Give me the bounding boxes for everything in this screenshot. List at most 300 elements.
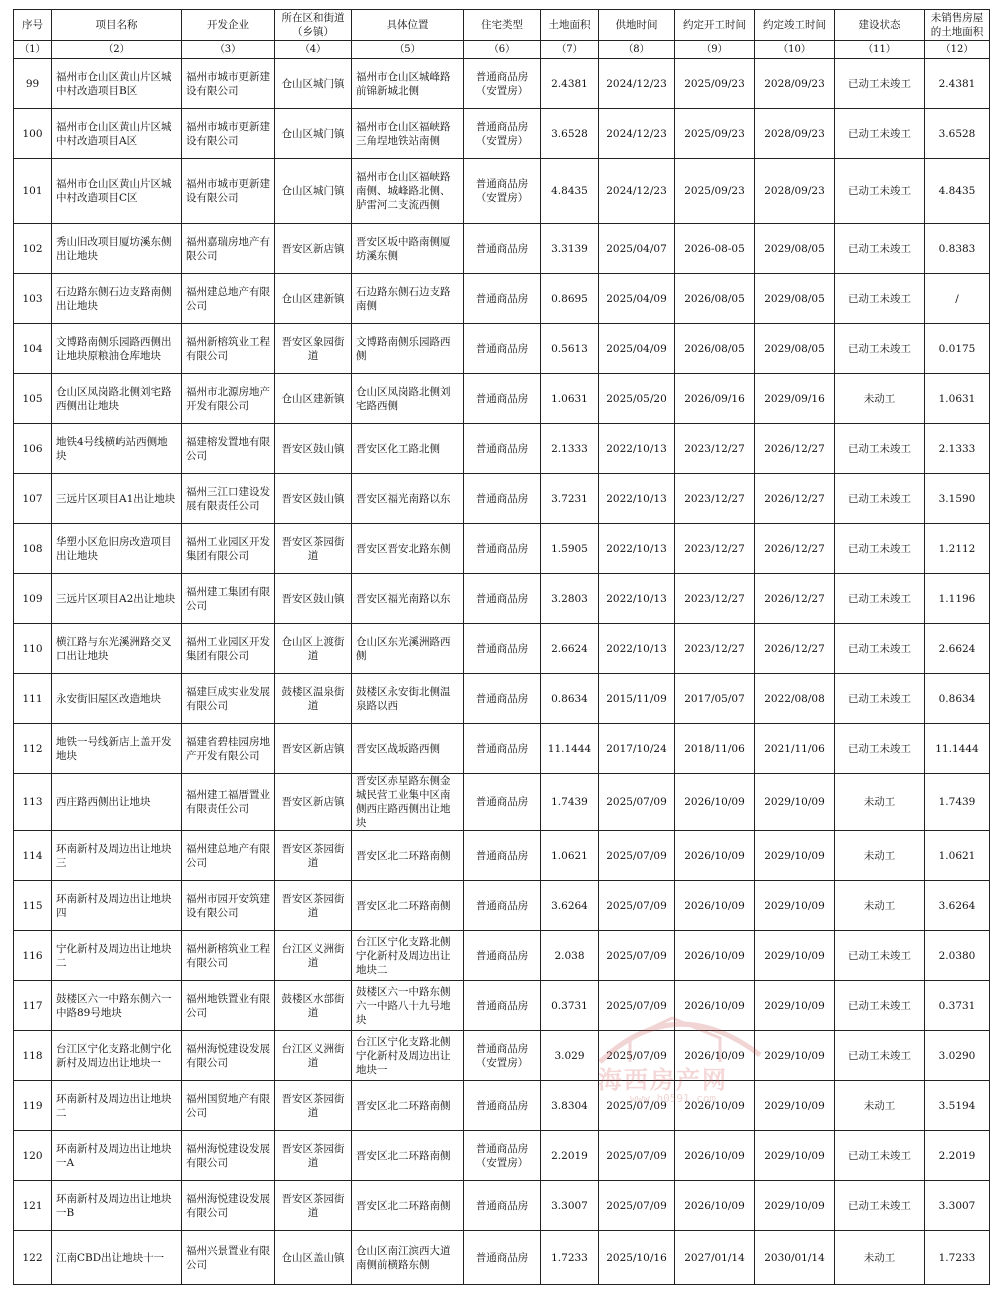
cell-developer: 福州工业园区开发集团有限公司 xyxy=(182,524,275,574)
table-row xyxy=(14,324,990,374)
cell-developer: 福州市城市更新建设有限公司 xyxy=(182,109,275,159)
col-header-status: 建设状态 xyxy=(835,10,925,41)
table-row xyxy=(14,674,990,724)
cell-seq: 106 xyxy=(14,424,52,474)
cell-district: 晋安区新店镇 xyxy=(275,724,352,774)
cell-project-name: 地铁一号线新店上盖开发地块 xyxy=(52,724,182,774)
table-row xyxy=(14,374,990,424)
cell-housing-type: 普通商品房（安置房） xyxy=(464,1131,541,1181)
cell-location: 福州市仓山区城峰路前锦新城北侧 xyxy=(352,59,464,109)
cell-supply-date: 2025/07/09 xyxy=(599,981,675,1031)
cell-unsold-area: 3.6264 xyxy=(925,881,990,931)
cell-location: 晋安区福光南路以东 xyxy=(352,474,464,524)
cell-start-date: 2025/09/23 xyxy=(675,159,755,224)
cell-district: 晋安区茶园街道 xyxy=(275,831,352,881)
cell-completion-date: 2029/08/05 xyxy=(755,324,835,374)
cell-developer: 福州市北源房地产开发有限公司 xyxy=(182,374,275,424)
cell-district: 台江区义洲街道 xyxy=(275,1031,352,1081)
cell-seq: 109 xyxy=(14,574,52,624)
table-row xyxy=(14,574,990,624)
cell-start-date: 2026/08/05 xyxy=(675,324,755,374)
cell-land-area: 3.029 xyxy=(541,1031,599,1081)
cell-start-date: 2023/12/27 xyxy=(675,474,755,524)
cell-unsold-area: 4.8435 xyxy=(925,159,990,224)
table-row xyxy=(14,1031,990,1081)
cell-developer: 福州建工集团有限公司 xyxy=(182,574,275,624)
cell-seq: 99 xyxy=(14,59,52,109)
cell-unsold-area: 3.1590 xyxy=(925,474,990,524)
table-row xyxy=(14,831,990,881)
cell-seq: 115 xyxy=(14,881,52,931)
cell-housing-type: 普通商品房 xyxy=(464,831,541,881)
cell-status: 已动工未竣工 xyxy=(835,981,925,1031)
cell-completion-date: 2026/12/27 xyxy=(755,424,835,474)
cell-location: 仓山区南江滨西大道南侧前横路东侧 xyxy=(352,1231,464,1285)
cell-project-name: 台江区宁化支路北侧宁化新村及周边出让地块一 xyxy=(52,1031,182,1081)
col-number: （9） xyxy=(675,41,755,59)
cell-project-name: 环南新村及周边出让地块一A xyxy=(52,1131,182,1181)
cell-seq: 112 xyxy=(14,724,52,774)
cell-unsold-area: 0.3731 xyxy=(925,981,990,1031)
cell-seq: 110 xyxy=(14,624,52,674)
cell-unsold-area: 0.8383 xyxy=(925,224,990,274)
cell-district: 晋安区新店镇 xyxy=(275,774,352,831)
cell-developer: 福州新榕筑业工程有限公司 xyxy=(182,931,275,981)
cell-land-area: 2.6624 xyxy=(541,624,599,674)
cell-housing-type: 普通商品房（安置房） xyxy=(464,109,541,159)
cell-status: 已动工未竣工 xyxy=(835,1181,925,1231)
cell-status: 未动工 xyxy=(835,374,925,424)
cell-status: 已动工未竣工 xyxy=(835,159,925,224)
cell-developer: 福建榕发置地有限公司 xyxy=(182,424,275,474)
cell-completion-date: 2029/08/05 xyxy=(755,274,835,324)
cell-seq: 120 xyxy=(14,1131,52,1181)
cell-location: 晋安区赤星路东侧金城民营工业集中区南侧西庄路西侧出让地块 xyxy=(352,774,464,831)
cell-unsold-area: 1.2112 xyxy=(925,524,990,574)
cell-housing-type: 普通商品房 xyxy=(464,574,541,624)
cell-developer: 福州建工福厝置业有限责任公司 xyxy=(182,774,275,831)
cell-developer: 福州国贸地产有限公司 xyxy=(182,1081,275,1131)
cell-land-area: 3.8304 xyxy=(541,1081,599,1131)
cell-supply-date: 2025/07/09 xyxy=(599,1131,675,1181)
cell-completion-date: 2029/09/16 xyxy=(755,374,835,424)
cell-completion-date: 2030/01/14 xyxy=(755,1231,835,1285)
cell-district: 晋安区茶园街道 xyxy=(275,1181,352,1231)
col-header-seq: 序号 xyxy=(14,10,52,41)
watermark-url: www.h0591.com xyxy=(630,1092,717,1105)
cell-supply-date: 2025/07/09 xyxy=(599,1031,675,1081)
cell-land-area: 3.6264 xyxy=(541,881,599,931)
cell-land-area: 1.0631 xyxy=(541,374,599,424)
cell-unsold-area: 1.0631 xyxy=(925,374,990,424)
cell-seq: 117 xyxy=(14,981,52,1031)
cell-developer: 福州海悦建设发展有限公司 xyxy=(182,1131,275,1181)
cell-supply-date: 2025/07/09 xyxy=(599,831,675,881)
cell-developer: 福建省碧桂园房地产开发有限公司 xyxy=(182,724,275,774)
cell-housing-type: 普通商品房（安置房） xyxy=(464,159,541,224)
col-number: （4） xyxy=(275,41,352,59)
cell-district: 仓山区城门镇 xyxy=(275,59,352,109)
cell-completion-date: 2021/11/06 xyxy=(755,724,835,774)
cell-project-name: 福州市仓山区黄山片区城中村改造项目C区 xyxy=(52,159,182,224)
cell-land-area: 3.3007 xyxy=(541,1181,599,1231)
cell-location: 文博路南侧乐园路西侧 xyxy=(352,324,464,374)
cell-district: 鼓楼区温泉街道 xyxy=(275,674,352,724)
cell-project-name: 文博路南侧乐园路西侧出让地块原粮油仓库地块 xyxy=(52,324,182,374)
cell-developer: 福州地铁置业有限公司 xyxy=(182,981,275,1031)
cell-completion-date: 2029/10/09 xyxy=(755,1081,835,1131)
cell-housing-type: 普通商品房 xyxy=(464,324,541,374)
col-number: （8） xyxy=(599,41,675,59)
cell-land-area: 3.2803 xyxy=(541,574,599,624)
cell-start-date: 2026/10/09 xyxy=(675,1181,755,1231)
cell-location: 晋安区北二环路南侧 xyxy=(352,1131,464,1181)
land-supply-table-sheet xyxy=(13,9,989,1285)
cell-land-area: 1.0621 xyxy=(541,831,599,881)
cell-completion-date: 2028/09/23 xyxy=(755,159,835,224)
table-row xyxy=(14,1181,990,1231)
cell-completion-date: 2029/10/09 xyxy=(755,881,835,931)
cell-supply-date: 2025/07/09 xyxy=(599,1181,675,1231)
cell-land-area: 11.1444 xyxy=(541,724,599,774)
cell-status: 未动工 xyxy=(835,881,925,931)
cell-status: 已动工未竣工 xyxy=(835,724,925,774)
cell-start-date: 2026/10/09 xyxy=(675,1081,755,1131)
cell-land-area: 3.3139 xyxy=(541,224,599,274)
cell-start-date: 2023/12/27 xyxy=(675,624,755,674)
cell-location: 台江区宁化支路北侧宁化新村及周边出让地块二 xyxy=(352,931,464,981)
cell-unsold-area: 2.0380 xyxy=(925,931,990,981)
cell-developer: 福州兴景置业有限公司 xyxy=(182,1231,275,1285)
cell-completion-date: 2026/12/27 xyxy=(755,574,835,624)
cell-land-area: 2.1333 xyxy=(541,424,599,474)
cell-completion-date: 2029/10/09 xyxy=(755,1131,835,1181)
cell-land-area: 0.3731 xyxy=(541,981,599,1031)
cell-district: 仓山区上渡街道 xyxy=(275,624,352,674)
table-row xyxy=(14,424,990,474)
table-row xyxy=(14,524,990,574)
cell-housing-type: 普通商品房 xyxy=(464,881,541,931)
cell-seq: 102 xyxy=(14,224,52,274)
cell-unsold-area: 2.1333 xyxy=(925,424,990,474)
cell-district: 仓山区建新镇 xyxy=(275,374,352,424)
col-number: （3） xyxy=(182,41,275,59)
cell-project-name: 环南新村及周边出让地块一B xyxy=(52,1181,182,1231)
cell-housing-type: 普通商品房 xyxy=(464,931,541,981)
col-header-location: 具体位置 xyxy=(352,10,464,41)
cell-project-name: 横江路与东光溪洲路交叉口出让地块 xyxy=(52,624,182,674)
cell-status: 已动工未竣工 xyxy=(835,109,925,159)
cell-district: 晋安区象园街道 xyxy=(275,324,352,374)
cell-district: 晋安区茶园街道 xyxy=(275,524,352,574)
cell-project-name: 西庄路西侧出让地块 xyxy=(52,774,182,831)
cell-start-date: 2026/09/16 xyxy=(675,374,755,424)
cell-developer: 福州海悦建设发展有限公司 xyxy=(182,1181,275,1231)
cell-status: 已动工未竣工 xyxy=(835,274,925,324)
cell-unsold-area: 0.8634 xyxy=(925,674,990,724)
table-row xyxy=(14,1131,990,1181)
cell-start-date: 2026-08-05 xyxy=(675,224,755,274)
cell-land-area: 1.5905 xyxy=(541,524,599,574)
cell-district: 晋安区新店镇 xyxy=(275,224,352,274)
cell-seq: 105 xyxy=(14,374,52,424)
cell-district: 晋安区鼓山镇 xyxy=(275,424,352,474)
cell-completion-date: 2029/08/05 xyxy=(755,224,835,274)
cell-supply-date: 2025/04/09 xyxy=(599,274,675,324)
cell-developer: 福州工业园区开发集团有限公司 xyxy=(182,624,275,674)
cell-housing-type: 普通商品房 xyxy=(464,224,541,274)
cell-developer: 福州市城市更新建设有限公司 xyxy=(182,59,275,109)
cell-supply-date: 2025/07/09 xyxy=(599,774,675,831)
table-row xyxy=(14,1081,990,1131)
cell-housing-type: 普通商品房 xyxy=(464,774,541,831)
cell-status: 未动工 xyxy=(835,774,925,831)
table-row xyxy=(14,274,990,324)
cell-supply-date: 2022/10/13 xyxy=(599,624,675,674)
table-row xyxy=(14,224,990,274)
cell-status: 未动工 xyxy=(835,831,925,881)
cell-project-name: 福州市仓山区黄山片区城中村改造项目A区 xyxy=(52,109,182,159)
col-number: （6） xyxy=(464,41,541,59)
cell-developer: 福州建总地产有限公司 xyxy=(182,831,275,881)
cell-seq: 107 xyxy=(14,474,52,524)
cell-developer: 福州市城市更新建设有限公司 xyxy=(182,159,275,224)
cell-location: 晋安区战坂路西侧 xyxy=(352,724,464,774)
cell-supply-date: 2022/10/13 xyxy=(599,574,675,624)
cell-location: 仓山区凤岗路北侧刘宅路西侧 xyxy=(352,374,464,424)
cell-housing-type: 普通商品房 xyxy=(464,1081,541,1131)
col-header-land-area: 土地面积 xyxy=(541,10,599,41)
cell-project-name: 华塑小区危旧房改造项目出让地块 xyxy=(52,524,182,574)
cell-project-name: 仓山区凤岗路北侧刘宅路西侧出让地块 xyxy=(52,374,182,424)
cell-status: 已动工未竣工 xyxy=(835,574,925,624)
table-row xyxy=(14,109,990,159)
cell-housing-type: 普通商品房 xyxy=(464,981,541,1031)
header-row xyxy=(14,10,990,41)
cell-start-date: 2025/09/23 xyxy=(675,109,755,159)
cell-seq: 114 xyxy=(14,831,52,881)
cell-developer: 福州市园开安筑建设有限公司 xyxy=(182,881,275,931)
cell-land-area: 0.8695 xyxy=(541,274,599,324)
cell-seq: 108 xyxy=(14,524,52,574)
cell-seq: 103 xyxy=(14,274,52,324)
cell-district: 晋安区茶园街道 xyxy=(275,881,352,931)
cell-district: 仓山区城门镇 xyxy=(275,159,352,224)
cell-district: 晋安区鼓山镇 xyxy=(275,474,352,524)
column-number-row xyxy=(14,41,990,59)
cell-developer: 福州海悦建设发展有限公司 xyxy=(182,1031,275,1081)
cell-land-area: 4.8435 xyxy=(541,159,599,224)
cell-project-name: 三远片区项目A2出让地块 xyxy=(52,574,182,624)
col-number: （7） xyxy=(541,41,599,59)
cell-start-date: 2026/10/09 xyxy=(675,881,755,931)
cell-completion-date: 2026/12/27 xyxy=(755,474,835,524)
cell-seq: 111 xyxy=(14,674,52,724)
cell-start-date: 2017/05/07 xyxy=(675,674,755,724)
cell-location: 晋安区北二环路南侧 xyxy=(352,1181,464,1231)
cell-project-name: 环南新村及周边出让地块三 xyxy=(52,831,182,881)
cell-status: 未动工 xyxy=(835,1231,925,1285)
cell-location: 石边路东侧石边支路南侧 xyxy=(352,274,464,324)
cell-district: 仓山区城门镇 xyxy=(275,109,352,159)
cell-supply-date: 2025/10/16 xyxy=(599,1231,675,1285)
cell-supply-date: 2024/12/23 xyxy=(599,159,675,224)
cell-start-date: 2023/12/27 xyxy=(675,574,755,624)
table-row xyxy=(14,1231,990,1285)
cell-supply-date: 2025/05/20 xyxy=(599,374,675,424)
cell-location: 台江区宁化支路北侧宁化新村及周边出让地块一 xyxy=(352,1031,464,1081)
cell-location: 鼓楼区永安街北侧温泉路以西 xyxy=(352,674,464,724)
cell-housing-type: 普通商品房 xyxy=(464,674,541,724)
table-row xyxy=(14,59,990,109)
cell-supply-date: 2015/11/09 xyxy=(599,674,675,724)
cell-housing-type: 普通商品房 xyxy=(464,1181,541,1231)
cell-status: 已动工未竣工 xyxy=(835,674,925,724)
cell-land-area: 1.7233 xyxy=(541,1231,599,1285)
cell-project-name: 江南CBD出让地块十一 xyxy=(52,1231,182,1285)
cell-project-name: 环南新村及周边出让地块二 xyxy=(52,1081,182,1131)
cell-seq: 113 xyxy=(14,774,52,831)
cell-completion-date: 2026/12/27 xyxy=(755,524,835,574)
cell-start-date: 2027/01/14 xyxy=(675,1231,755,1285)
cell-completion-date: 2029/10/09 xyxy=(755,1181,835,1231)
cell-unsold-area: / xyxy=(925,274,990,324)
cell-status: 已动工未竣工 xyxy=(835,931,925,981)
cell-status: 已动工未竣工 xyxy=(835,59,925,109)
cell-district: 鼓楼区水部街道 xyxy=(275,981,352,1031)
cell-developer: 福建巨成实业发展有限公司 xyxy=(182,674,275,724)
table-row xyxy=(14,931,990,981)
cell-project-name: 地铁4号线横屿站西侧地块 xyxy=(52,424,182,474)
cell-completion-date: 2029/10/09 xyxy=(755,831,835,881)
cell-location: 仓山区东光溪洲路西侧 xyxy=(352,624,464,674)
cell-unsold-area: 2.6624 xyxy=(925,624,990,674)
cell-unsold-area: 1.7439 xyxy=(925,774,990,831)
cell-start-date: 2026/10/09 xyxy=(675,774,755,831)
cell-unsold-area: 3.0290 xyxy=(925,1031,990,1081)
cell-developer: 福州建总地产有限公司 xyxy=(182,274,275,324)
cell-seq: 101 xyxy=(14,159,52,224)
cell-status: 已动工未竣工 xyxy=(835,1131,925,1181)
cell-status: 已动工未竣工 xyxy=(835,224,925,274)
cell-seq: 100 xyxy=(14,109,52,159)
table-row xyxy=(14,474,990,524)
cell-location: 晋安区晋安北路东侧 xyxy=(352,524,464,574)
cell-status: 已动工未竣工 xyxy=(835,1031,925,1081)
table-row xyxy=(14,881,990,931)
cell-project-name: 秀山旧改项目厦坊溪东侧出让地块 xyxy=(52,224,182,274)
cell-seq: 119 xyxy=(14,1081,52,1131)
cell-status: 未动工 xyxy=(835,1081,925,1131)
cell-seq: 104 xyxy=(14,324,52,374)
cell-supply-date: 2025/07/09 xyxy=(599,881,675,931)
cell-completion-date: 2029/10/09 xyxy=(755,981,835,1031)
cell-completion-date: 2028/09/23 xyxy=(755,59,835,109)
cell-completion-date: 2029/10/09 xyxy=(755,931,835,981)
cell-status: 已动工未竣工 xyxy=(835,474,925,524)
cell-land-area: 1.7439 xyxy=(541,774,599,831)
cell-project-name: 宁化新村及周边出让地块二 xyxy=(52,931,182,981)
cell-seq: 118 xyxy=(14,1031,52,1081)
cell-unsold-area: 3.3007 xyxy=(925,1181,990,1231)
col-header-start-date: 约定开工时间 xyxy=(675,10,755,41)
cell-unsold-area: 1.0621 xyxy=(925,831,990,881)
table-row xyxy=(14,724,990,774)
cell-supply-date: 2022/10/13 xyxy=(599,474,675,524)
cell-land-area: 3.7231 xyxy=(541,474,599,524)
cell-land-area: 2.2019 xyxy=(541,1131,599,1181)
cell-unsold-area: 0.0175 xyxy=(925,324,990,374)
cell-location: 晋安区北二环路南侧 xyxy=(352,1081,464,1131)
cell-supply-date: 2022/10/13 xyxy=(599,424,675,474)
cell-unsold-area: 3.5194 xyxy=(925,1081,990,1131)
cell-unsold-area: 1.1196 xyxy=(925,574,990,624)
col-header-project-name: 项目名称 xyxy=(52,10,182,41)
cell-start-date: 2025/09/23 xyxy=(675,59,755,109)
cell-unsold-area: 2.2019 xyxy=(925,1131,990,1181)
cell-supply-date: 2025/07/09 xyxy=(599,931,675,981)
cell-location: 晋安区北二环路南侧 xyxy=(352,881,464,931)
cell-location: 晋安区化工路北侧 xyxy=(352,424,464,474)
col-header-supply-date: 供地时间 xyxy=(599,10,675,41)
cell-land-area: 2.4381 xyxy=(541,59,599,109)
cell-start-date: 2026/10/09 xyxy=(675,931,755,981)
cell-location: 晋安区北二环路南侧 xyxy=(352,831,464,881)
cell-seq: 122 xyxy=(14,1231,52,1285)
cell-district: 晋安区茶园街道 xyxy=(275,1131,352,1181)
table-row xyxy=(14,981,990,1031)
cell-project-name: 永安街旧屋区改造地块 xyxy=(52,674,182,724)
cell-unsold-area: 2.4381 xyxy=(925,59,990,109)
cell-unsold-area: 1.7233 xyxy=(925,1231,990,1285)
cell-location: 鼓楼区六一中路东侧六一中路八十九号地块 xyxy=(352,981,464,1031)
cell-seq: 121 xyxy=(14,1181,52,1231)
table-row xyxy=(14,159,990,224)
cell-location: 福州市仓山区福峡路南侧、城峰路北侧、胪雷河二支流西侧 xyxy=(352,159,464,224)
cell-developer: 福州三江口建设发展有限责任公司 xyxy=(182,474,275,524)
cell-completion-date: 2029/10/09 xyxy=(755,774,835,831)
cell-start-date: 2023/12/27 xyxy=(675,524,755,574)
cell-supply-date: 2017/10/24 xyxy=(599,724,675,774)
cell-project-name: 三远片区项目A1出让地块 xyxy=(52,474,182,524)
cell-land-area: 2.038 xyxy=(541,931,599,981)
cell-supply-date: 2025/04/09 xyxy=(599,324,675,374)
cell-unsold-area: 3.6528 xyxy=(925,109,990,159)
col-number: （2） xyxy=(52,41,182,59)
cell-district: 仓山区盖山镇 xyxy=(275,1231,352,1285)
cell-land-area: 0.5613 xyxy=(541,324,599,374)
cell-status: 已动工未竣工 xyxy=(835,324,925,374)
cell-housing-type: 普通商品房 xyxy=(464,624,541,674)
cell-housing-type: 普通商品房 xyxy=(464,274,541,324)
col-header-housing-type: 住宅类型 xyxy=(464,10,541,41)
cell-status: 已动工未竣工 xyxy=(835,624,925,674)
cell-project-name: 福州市仓山区黄山片区城中村改造项目B区 xyxy=(52,59,182,109)
cell-housing-type: 普通商品房 xyxy=(464,374,541,424)
cell-supply-date: 2022/10/13 xyxy=(599,524,675,574)
col-header-district: 所在区和街道（乡镇） xyxy=(275,10,352,41)
cell-completion-date: 2029/10/09 xyxy=(755,1031,835,1081)
cell-district: 台江区义洲街道 xyxy=(275,931,352,981)
cell-unsold-area: 11.1444 xyxy=(925,724,990,774)
col-header-unsold-area: 未销售房屋的土地面积 xyxy=(925,10,990,41)
cell-start-date: 2026/10/09 xyxy=(675,831,755,881)
cell-start-date: 2026/10/09 xyxy=(675,1031,755,1081)
cell-status: 已动工未竣工 xyxy=(835,524,925,574)
col-number: （1） xyxy=(14,41,52,59)
cell-district: 晋安区鼓山镇 xyxy=(275,574,352,624)
col-header-developer: 开发企业 xyxy=(182,10,275,41)
